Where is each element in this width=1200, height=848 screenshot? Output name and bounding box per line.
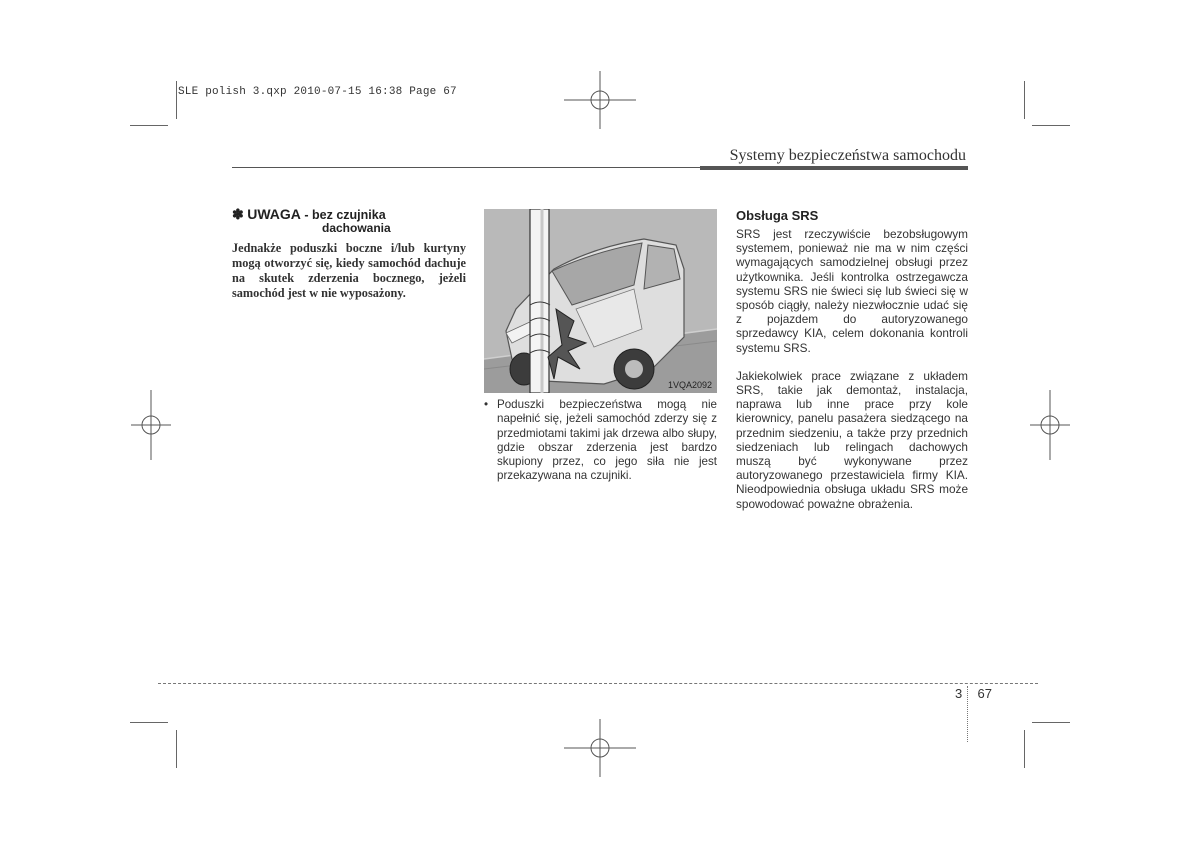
bullet-icon: •	[484, 398, 489, 411]
crop-mark	[130, 125, 168, 126]
caution-label: UWAGA	[247, 206, 301, 222]
section-paragraph: SRS jest rzeczywiście bezobsługowym systemem, ponieważ nie ma w nim części wymagających samodzielnej obsługi przez użytkownika. Jeśli kontrolka ostrzegawcza systemu SRS nie świeci się lub świeci się w sposób ciągły, należy niezwłocznie udać się z pojazdem do autoryzowanego sprzedawcy KIA, celem dokonania kontroli systemu SRS.	[736, 227, 968, 355]
caution-heading	[232, 208, 466, 235]
caution-subtitle: - bez czujnika	[304, 208, 386, 222]
figure-code: 1VQA2092	[667, 380, 712, 390]
page-number-separator	[967, 686, 968, 742]
bullet-text: Poduszki bezpieczeństwa mogą nie napełnić się, jeżeli samochód zderzy się z przedmiotami takimi jak drzewa albo słupy, gdzie obszar zderzenia jest bardzo skupiony przez, co jego siła nie jest przekazywana na czujniki.	[497, 398, 717, 483]
crop-mark	[1024, 81, 1025, 119]
section-title: Obsługa SRS	[736, 208, 819, 223]
figure-caption	[484, 398, 717, 484]
chapter-number: 3	[955, 686, 963, 701]
car-pole-collision-figure	[484, 209, 717, 393]
crop-mark	[1032, 125, 1070, 126]
caution-note	[232, 208, 466, 301]
list-item	[484, 398, 717, 484]
caution-subtitle-cont: dachowania	[322, 221, 391, 235]
caution-body: Jednakże poduszki boczne i/lub kurtyny mogą otworzyć się, kiedy samochód dachuje na skutek zderzenia bocznego, jeżeli samochód jest w nie wyposażony.	[232, 241, 466, 300]
registration-mark-left-icon	[131, 390, 171, 460]
header-rule-accent	[700, 166, 968, 170]
crop-mark	[1024, 730, 1025, 768]
footer-divider	[158, 683, 1038, 684]
caution-symbol-icon: ✽	[232, 206, 244, 222]
crop-mark	[1032, 722, 1070, 723]
crop-mark	[130, 722, 168, 723]
crop-mark	[176, 730, 177, 768]
crop-mark	[176, 81, 177, 119]
srs-section	[736, 208, 968, 511]
registration-mark-bottom-icon	[564, 719, 636, 777]
registration-mark-right-icon	[1030, 390, 1070, 460]
page-number	[955, 686, 992, 701]
registration-mark-top-icon	[564, 71, 636, 129]
print-slug: SLE polish 3.qxp 2010-07-15 16:38 Page 67	[178, 86, 457, 98]
section-paragraph: Jakiekolwiek prace związane z układem SRS, takie jak demontaż, instalacja, naprawa lub inne prace przy kole kierownicy, panelu pasażera siedzącego na przednim siedzeniu, a także przy przednich siedzeniach lub relingach dachowych muszą być wykonywane przez autoryzowanego przestawiciela firmy KIA. Nieodpowiednia obsługa układu SRS może spowodować poważne obrażenia.	[736, 368, 968, 511]
page-number-value: 67	[977, 686, 992, 701]
car-pole-illustration	[484, 209, 717, 393]
page-header-title: Systemy bezpieczeństwa samochodu	[729, 147, 966, 164]
